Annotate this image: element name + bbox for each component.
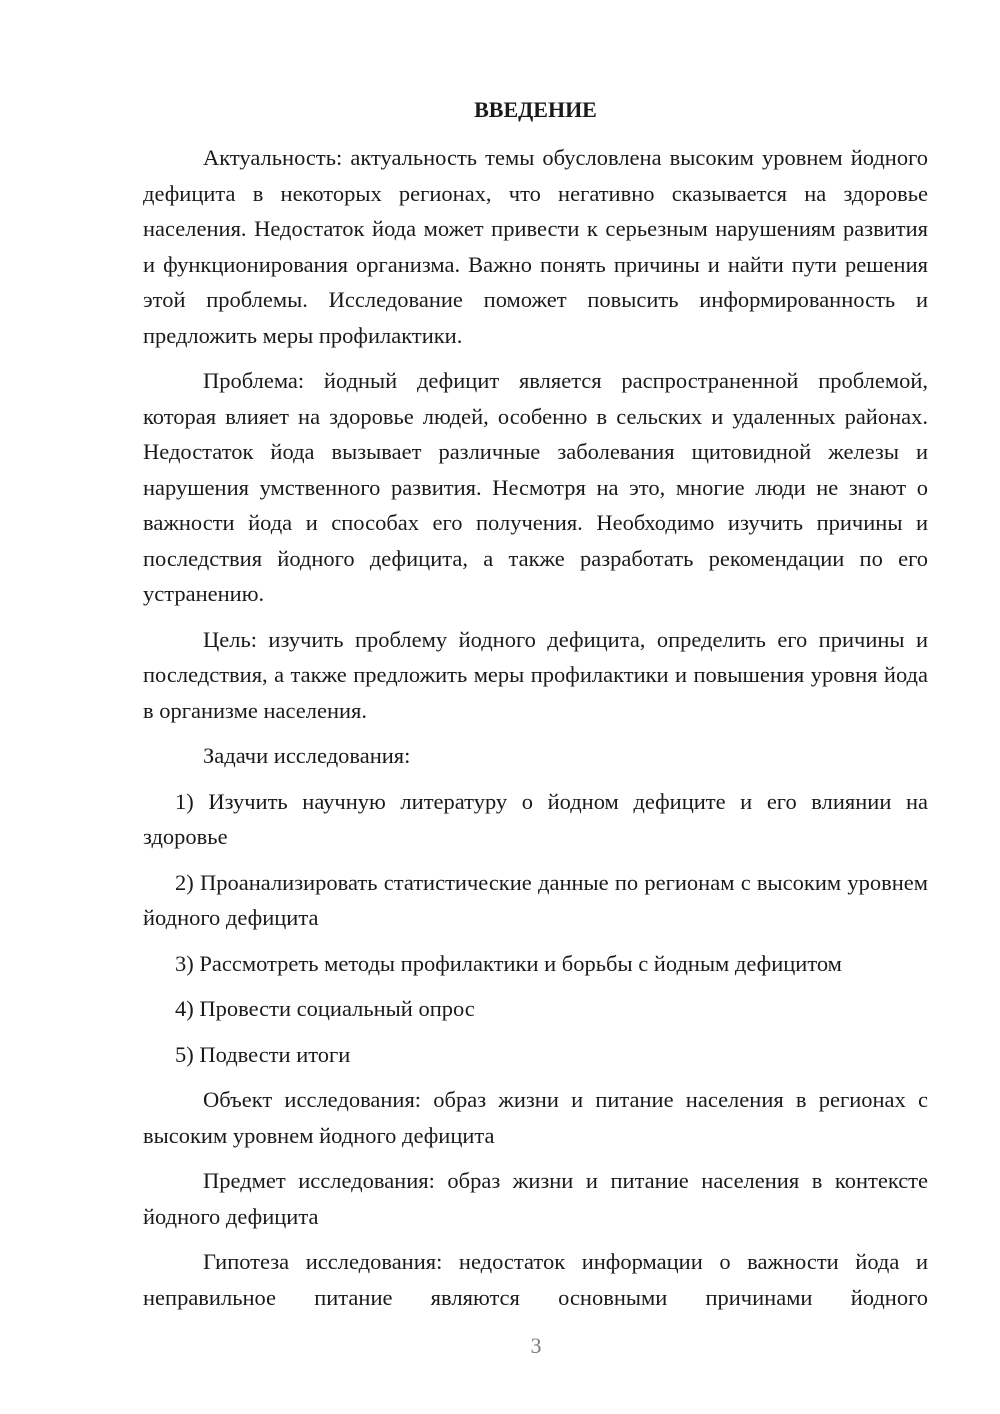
task-item-2: 2) Проанализировать статистические данные по регионам с высоким уровнем йодного дефицита <box>143 869 928 930</box>
object-paragraph: Объект исследования: образ жизни и питание населения в регионах с высоким уровнем йодного дефицита <box>143 1087 928 1148</box>
relevance-paragraph: Актуальность: актуальность темы обусловлена высоким уровнем йодного дефицита в некоторых регионах, что негативно сказывается на здоровье населения. Недостаток йода может привести к серьезным нарушениям развития и функционирования организма. Важно понять причины и найти пути решения этой проблемы. Исследование поможет повысить информированность и предложить меры профилактики. <box>143 145 928 348</box>
tasks-title: Задачи исследования: <box>203 743 411 768</box>
goal-paragraph: Цель: изучить проблему йодного дефицита, определить его причины и последствия, а также предложить меры профилактики и повышения уровня йода в организме населения. <box>143 626 928 723</box>
task-item-5: 5) Подвести итоги <box>175 1041 351 1067</box>
task-item-4: 4) Провести социальный опрос <box>175 996 475 1021</box>
hypothesis-paragraph: Гипотеза исследования: недостаток информации о важности йода и неправильное питание являются основными причинами йодного <box>143 1249 928 1310</box>
page-number: 3 <box>530 1333 542 1358</box>
task-item-1: 1) Изучить научную литературу о йодном дефиците и его влиянии на здоровье <box>143 788 928 849</box>
subject-paragraph: Предмет исследования: образ жизни и питание населения в контексте йодного дефицита <box>143 1168 928 1229</box>
page-content <box>143 92 928 1325</box>
section-heading: ВВЕДЕНИЕ <box>474 97 597 122</box>
task-item-3: 3) Рассмотреть методы профилактики и борьбы с йодным дефицитом <box>175 950 842 976</box>
problem-paragraph: Проблема: йодный дефицит является распространенной проблемой, которая влияет на здоровье людей, особенно в сельских и удаленных районах. Недостаток йода вызывает различные заболевания щитовидной железы и нарушения умственного развития. Несмотря на это, многие люди не знают о важности йода и способах его получения. Необходимо изучить причины и последствия йодного дефицита, а также разработать рекомендации по его устранению. <box>143 368 928 606</box>
